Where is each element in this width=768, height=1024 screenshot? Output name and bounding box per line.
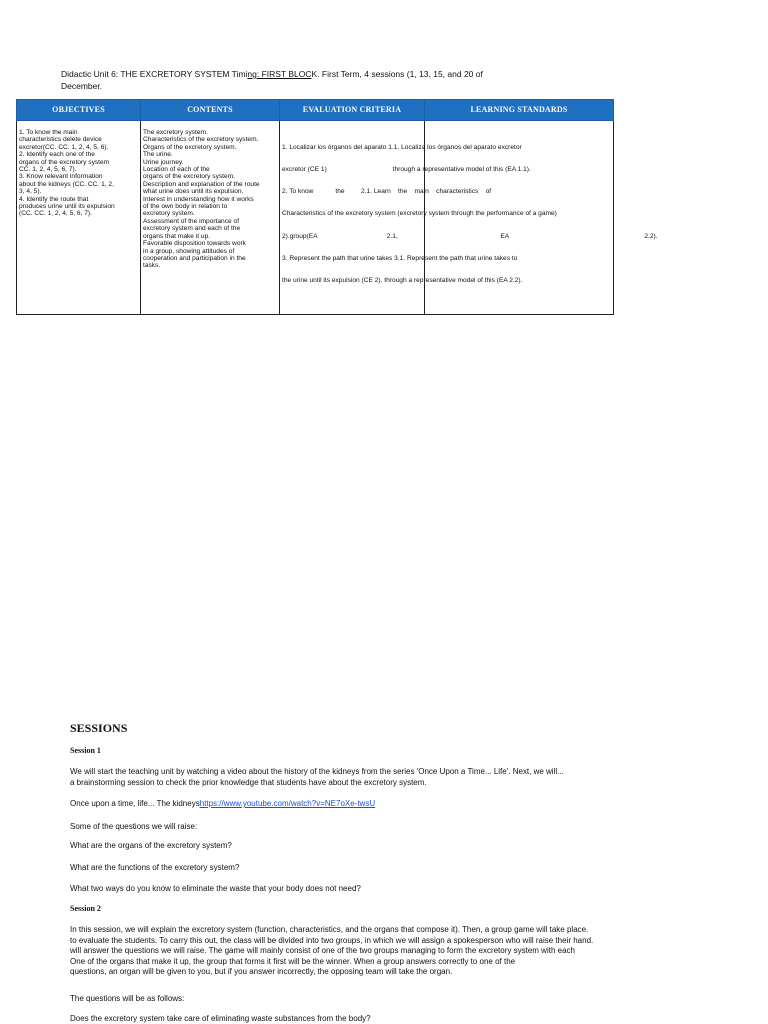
criteria-line: 3. Represent the path that urine takes 3.1. Represent the path that urine takes to <box>282 254 518 262</box>
content-line: organs that make it up. <box>143 232 211 240</box>
session-2-questions-intro: The questions will be as follows: <box>70 994 185 1003</box>
content-line: Characteristics of the excretory system. <box>143 136 259 144</box>
content-line: of the own body in relation to <box>143 203 228 211</box>
content-line: Urine journey. <box>143 158 184 166</box>
session-1-question-1: What are the organs of the excretory system? <box>70 841 232 850</box>
session-2-line: to evaluate the students. To carry this out, the class will be divided into two groups, in which we will assign a spokesperson who will raise their hand. <box>70 935 594 945</box>
session-1-title: Session 1 <box>70 746 101 755</box>
criteria-line: excretor (CE 1) through a representative model of this (EA 1.1). <box>282 166 531 174</box>
heading-text-end: K. First Term, 4 sessions (1, 13, 15, and 20 of <box>311 69 483 79</box>
objective-line: 2. Identify each one of the <box>19 151 95 159</box>
content-line: Location of each of the <box>143 166 210 174</box>
objectives-cell <box>17 121 141 315</box>
session-1-intro-line: We will start the teaching unit by watching a video about the history of the kidneys from the series 'Once Upon a Time... Life'. Next, we will... <box>70 767 564 776</box>
content-line: in a group, showing attitudes of <box>143 247 235 255</box>
session-1-intro-line: a brainstorming session to check the prior knowledge that students have about the excretory system. <box>70 778 427 787</box>
content-line: what urine does until its expulsion. <box>143 188 244 196</box>
content-line: organs of the excretory system. <box>143 173 235 181</box>
criteria-line: 1. Localizar los órganos del aparato 1.1. Localiza los órganos del aparato excretor <box>282 143 522 151</box>
content-line: Assessment of the importance of <box>143 217 240 225</box>
objective-line: produces urine until its expulsion <box>19 203 115 211</box>
criteria-line: Characteristics of the excretory system (excretory system through the performance of a game) <box>282 210 557 218</box>
content-line: Favorable disposition towards work <box>143 240 246 248</box>
content-line: excretory system and each of the <box>143 225 241 233</box>
content-line: Interest in understanding how it works <box>143 195 254 203</box>
session-1-questions-intro: Some of the questions we will raise: <box>70 822 198 831</box>
objective-line: 1. To know the main <box>19 129 78 136</box>
objective-line: (CC. CC. 1, 2, 4, 5, 6, 7). <box>19 210 92 218</box>
heading-text-start: Didactic Unit 6: THE EXCRETORY SYSTEM Timi <box>61 69 248 79</box>
content-line: Organs of the excretory system. <box>143 143 237 151</box>
header-learning-standards: LEARNING STANDARDS <box>425 100 614 121</box>
objective-line: CC. 1, 2, 4, 5, 6, 7). <box>19 166 77 174</box>
table-row <box>17 121 614 315</box>
session-2-line: will answer the questions we will raise. The game will mainly consist of one of the two groups managing to form the excretory system with each <box>70 946 575 955</box>
objective-line: 3. Know relevant information <box>19 173 103 181</box>
criteria-line: 2. To know the 2.1. Learn the main characteristics of <box>282 188 492 196</box>
objective-line: excretor(CC. CC. 1, 2, 4, 5, 6). <box>19 143 109 151</box>
sessions-title: SESSIONS <box>70 721 128 735</box>
session-1-question-2: What are the functions of the excretory system? <box>70 863 240 872</box>
table-header-row <box>17 100 614 121</box>
unit-heading <box>61 68 531 92</box>
objective-line: about the kidneys (CC. CC. 1, 2, <box>19 180 114 188</box>
criteria-line: the urine until its expulsion (CE 2). through a representative model of this (EA 2.2). <box>282 277 523 285</box>
objective-line: organs of the excretory system <box>19 158 110 166</box>
objective-line: 3, 4, 5). <box>19 188 42 196</box>
session-1-question-3: What two ways do you know to eliminate the waste that your body does not need? <box>70 884 361 893</box>
objective-line: characteristics delete device <box>19 136 102 144</box>
objective-line: 4. Identify the route that <box>19 195 89 203</box>
content-line: cooperation and participation in the <box>143 254 246 262</box>
session-2-body <box>70 925 680 978</box>
contents-cell <box>141 121 280 315</box>
content-line: The excretory system. <box>143 129 208 136</box>
header-objectives: OBJECTIVES <box>17 100 141 121</box>
content-line: tasks. <box>143 262 161 270</box>
evaluation-criteria-cell <box>280 121 658 315</box>
header-evaluation-criteria: EVALUATION CRITERIA <box>280 100 425 121</box>
session-2-title: Session 2 <box>70 904 101 913</box>
content-line: The urine. <box>143 151 173 159</box>
heading-line2: December. <box>61 81 103 91</box>
content-line: Description and explanation of the route <box>143 180 260 188</box>
criteria-line: 2).group(EA 2.1, EA 2.2). <box>282 232 658 240</box>
session-2-question-1: Does the excretory system take care of eliminating waste substances from the body? <box>70 1014 371 1023</box>
criteria-overflow-text <box>282 129 768 299</box>
heading-text-underlined: ng: FIRST BLOC <box>247 69 312 79</box>
video-title: Once upon a time, life... The kidneys <box>70 799 200 808</box>
session-2-line: In this session, we will explain the excretory system (function, characteristics, and the organs that compose it). Then, a group game will take place. <box>70 925 589 934</box>
video-reference <box>70 798 680 809</box>
video-link[interactable]: https://www.youtube.com/watch?v=NE7oXe-twsU <box>199 799 376 808</box>
session-1-intro <box>70 766 680 788</box>
content-line: excretory system. <box>143 210 195 218</box>
session-2-line: One of the organs that make it up, the group that forms it first will be the winner. When a group answers correctly to one of the <box>70 956 516 966</box>
didactic-unit-table <box>16 99 658 315</box>
session-2-line: questions, an organ will be given to you, but if you answer incorrectly, the opposing team will take the organ. <box>70 967 453 976</box>
header-contents: CONTENTS <box>141 100 280 121</box>
